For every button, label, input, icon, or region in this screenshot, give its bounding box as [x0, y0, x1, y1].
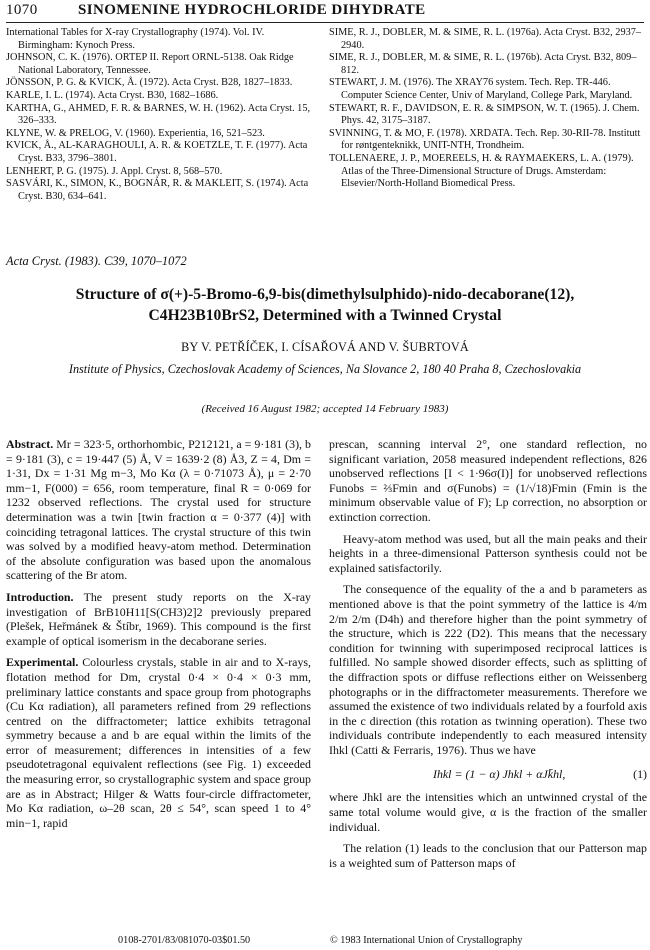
body-paragraph: prescan, scanning interval 2°, one standard reflection, no significant variation, 2058 measured independent reflections, 826 unobserved reflections [I < 1·96σ(I)] for unobserved reflections Funobs = ⅔Fmin and σ(Funobs) = (1/√18)Fmin (Fmin is the minimum observable value of F); Lp correction, no absorption or extinction correction. [329, 437, 647, 524]
authors: BY V. PETŘÍČEK, I. CÍSAŘOVÁ AND V. ŠUBRTOVÁ [181, 340, 469, 354]
journal-citation: Acta Cryst. (1983). C39, 1070–1072 [6, 254, 187, 268]
reference-item: International Tables for X-ray Crystallography (1974). Vol. IV. Birmingham: Kynoch Press. [6, 27, 265, 51]
body-left-column [6, 437, 311, 837]
title-line-2: C4H23B10BrS2, Determined with a Twinned Crystal [148, 307, 502, 324]
footer-article-code: 0108-2701/83/081070-03$01.50 [118, 935, 251, 946]
abstract-paragraph [6, 437, 311, 583]
title-line-1: Structure of σ(+)-5-Bromo-6,9-bis(dimethylsulphido)-nido-decaborane(12), [75, 286, 575, 303]
equation-number: (1) [633, 767, 647, 782]
body-paragraph: Heavy-atom method was used, but all the main peaks and their heights in a three-dimensional Patterson synthesis could not be explained satisfactorily. [329, 531, 647, 575]
introduction-paragraph [6, 590, 311, 648]
experimental-paragraph [6, 655, 311, 830]
reference-item: KARLE, I. L. (1974). Acta Cryst. B30, 1682–1686. [6, 89, 219, 101]
experimental-text: Colourless crystals, stable in air and to X-rays, flotation method for Dm, crystal 0·4 × 0·4 × 0·3 mm, preliminary lattice constants and space group from photographs (Cu Kα radiation), all parameters refined from 29 reflections centred on the diffractometer; lattice exhibits tetragonal symmetry because a and b are equal within the limits of the error of measurement; differences in intensities of a few pseudotetragonal equivalent reflections (see Fig. 1) exceeded the measuring error, so crystallographic system and space group are as in Abstract; Hilger & Watts four-circle diffractometer, Mo Kα radiation, ω–2θ scan, 2θ ≤ 54°, scan speed 1 to 4° min−1, rapid [6, 655, 311, 830]
reference-item: SIME, R. J., DOBLER, M. & SIME, R. L. (1976b). Acta Cryst. B32, 809–812. [329, 52, 637, 76]
experimental-heading: Experimental. [6, 655, 79, 670]
running-header [6, 2, 644, 22]
body-paragraph: The relation (1) leads to the conclusion that our Patterson map is a weighted sum of Patterson maps of [329, 841, 647, 870]
footer-copyright: © 1983 International Union of Crystallography [330, 935, 523, 946]
reference-item: KVICK, Å., AL-KARAGHOULI, A. R. & KOETZLE, T. F. (1977). Acta Cryst. B33, 3796–3801. [6, 140, 308, 164]
header-rule [6, 22, 644, 23]
abstract-text: Mr = 323·5, orthorhombic, P212121, a = 9·181 (3), b = 9·181 (3), c = 19·447 (5) Å, V = 1639·2 (8) Å3, Z = 4, Dm = 1·31, Dx = 1·31 Mg m−3, Mo Kα (λ = 0·71073 Å), μ = 2·70 mm−1, F(000) = 656, room temperature, final R = 0·069 for 1232 observed reflections. The crystal used for structure determination was a twin [twin fraction α = 0·377 (4)] with coinciding tetragonal lattices. The crystal structure of this twin was solved by a modified heavy-atom method. Determination of the absolute configuration was based upon the anomalous scattering of the Br atom. [6, 437, 311, 583]
reference-item: JÖNSSON, P. G. & KVICK, Å. (1972). Acta Cryst. B28, 1827–1833. [6, 77, 293, 89]
running-title: SINOMENINE HYDROCHLORIDE DIHYDRATE [78, 2, 426, 18]
received-dates: (Received 16 August 1982; accepted 14 February 1983) [201, 403, 449, 415]
introduction-text: The present study reports on the X-ray investigation of BrB10H11[S(CH3)2]2 previously prepared (Plešek, Heřmánek & Štíbr, 1969). This compound is the first example of optical isomerism in the decaborane series. [6, 589, 311, 648]
reference-item: KLYNE, W. & PRELOG, V. (1960). Experientia, 16, 521–523. [6, 127, 265, 139]
reference-item: TOLLENAERE, J. P., MOEREELS, H. & RAYMAEKERS, L. A. (1979). Atlas of the Three-Dimensional Structure of Drugs. Amsterdam: Elsevier/North-Holland Biomedical Press. [329, 152, 634, 190]
reference-item: SVINNING, T. & MO, F. (1978). XRDATA. Tech. Rep. 30-RII-78. Institutt for røntgenteknikk, UNIT-NTH, Trondheim. [329, 127, 641, 152]
introduction-heading: Introduction. [6, 589, 74, 604]
reference-item: JOHNSON, C. K. (1976). ORTEP II. Report ORNL-5138. Oak Ridge National Laboratory, Tennessee. [6, 52, 294, 76]
abstract-heading: Abstract. [6, 437, 54, 451]
reference-item: SIME, R. J., DOBLER, M. & SIME, R. L. (1976a). Acta Cryst. B32, 2937–2940. [329, 27, 642, 51]
body-paragraph: The consequence of the equality of the a and b parameters as mentioned above is that the point symmetry of the lattice is 4/m 2/m 2/m (D4h) and therefore higher than the point symmetry of the structure, which is 222 (D2). This means that the necessary condition for twinning with superimposed reciprocal lattices is fulfilled. No sample showed disorder effects, such as splitting of the diffraction spots or diffuse reflections either on Weissenberg photographs or in the diffractometer measurements. Therefore we assumed the existence of two individuals related by a fourfold axis in the c direction (this rotation as twinning operation). These two individuals contribute independently to each measured intensity Ihkl (Catti & Ferraris, 1976). Thus we have [329, 582, 647, 757]
references-left [6, 27, 311, 203]
article-title [0, 284, 650, 326]
reference-item: SASVÁRI, K., SIMON, K., BOGNÁR, R. & MAKLEIT, S. (1974). Acta Cryst. B30, 634–641. [6, 178, 309, 202]
body-right-column [329, 437, 647, 877]
equation-text: Ihkl = (1 − α) Jhkl + αJk̄hl, [433, 767, 566, 782]
body-paragraph: where Jhkl are the intensities which an untwinned crystal of the same total volume would give, α is the fraction of the smaller individual. [329, 790, 647, 834]
reference-item: KARTHA, G., AHMED, F. R. & BARNES, W. H. (1962). Acta Cryst. 15, 326–333. [6, 102, 311, 127]
affiliation: Institute of Physics, Czechoslovak Academy of Sciences, Na Slovance 2, 180 40 Praha 8, Czechoslovakia [68, 362, 582, 376]
reference-item: LENHERT, P. G. (1975). J. Appl. Cryst. 8, 568–570. [6, 165, 223, 177]
reference-item: STEWART, J. M. (1976). The XRAY76 system. Tech. Rep. TR-446. Computer Science Center, Univ of Maryland, College Park, Maryland. [329, 77, 633, 101]
references-right [329, 27, 647, 191]
reference-item: STEWART, R. F., DAVIDSON, E. R. & SIMPSON, W. T. (1965). J. Chem. Phys. 42, 3175–3187. [329, 102, 640, 127]
page-number: 1070 [6, 2, 38, 18]
equation-1 [329, 764, 647, 786]
